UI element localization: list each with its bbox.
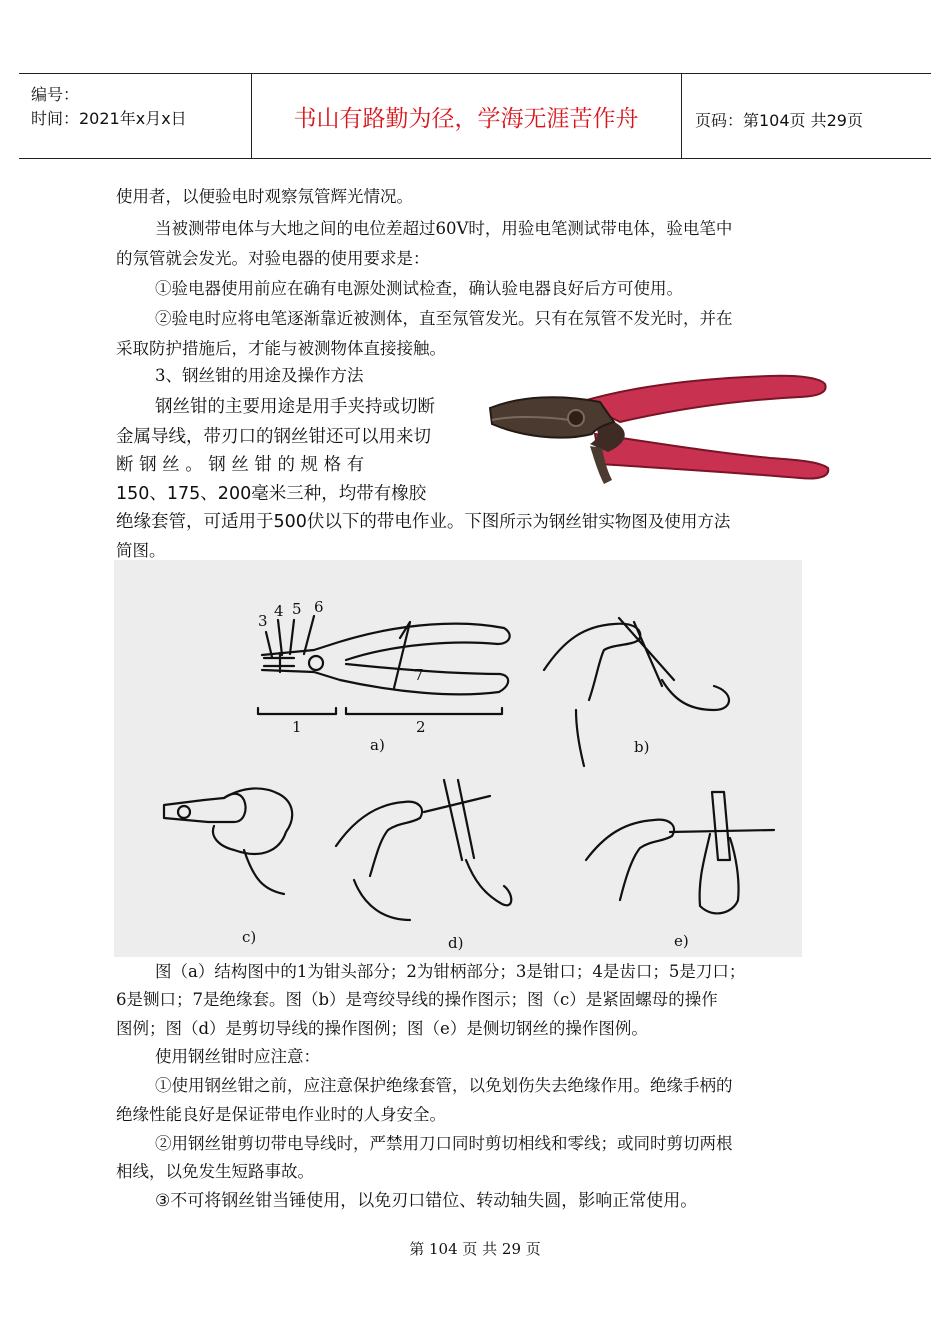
label-a: a) (370, 736, 385, 754)
note-3: ③不可将钢丝钳当锤使用，以免刃口错位、转动轴失圆，影响正常使用。 (155, 1191, 698, 1211)
pliers-line-4: 150、175、200毫米三种，均带有橡胶 (116, 484, 427, 504)
label-e: e) (674, 932, 689, 950)
label-4: 4 (274, 602, 284, 620)
caption-line-2: 6是铡口；7是绝缘套。图（b）是弯绞导线的操作图示；图（c）是紧固螺母的操作 (116, 990, 718, 1009)
pliers-photo (480, 372, 835, 492)
note-1-cont: 绝缘性能良好是保证带电作业时的人身安全。 (116, 1105, 446, 1124)
label-2: 2 (416, 718, 426, 736)
page-footer: 第 104 页 共 29 页 (409, 1240, 541, 1258)
caption-line-3: 图例；图（d）是剪切导线的操作图例；图（e）是侧切钢丝的操作图例。 (116, 1019, 648, 1038)
label-b: b) (634, 738, 650, 756)
label-5: 5 (292, 600, 302, 618)
label-3: 3 (258, 612, 268, 630)
body-line-3: 的氖管就会发光。对验电器的使用要求是： (116, 249, 430, 268)
note-2-cont: 相线，以免发生短路事故。 (116, 1162, 314, 1181)
label-6: 6 (314, 598, 324, 616)
pliers-line-5 (116, 508, 730, 536)
label-7: 7 (414, 666, 424, 684)
pliers-line-1: 钢丝钳的主要用途是用手夹持或切断 (155, 397, 435, 417)
pliers-line-5b: 所示为钢丝钳实物图及使用方法 (499, 512, 731, 531)
motto: 书山有路勤为径，学海无涯苦作舟 (293, 106, 639, 132)
header-motto-cell (251, 74, 682, 158)
time-label: 时间：2021年x月x日 (31, 109, 187, 128)
pliers-line-6: 简图。 (116, 541, 166, 560)
notes-title: 使用钢丝钳时应注意： (155, 1047, 320, 1066)
page-info: 页码：第104页 共29页 (695, 111, 863, 130)
section-title: 3、钢丝钳的用途及操作方法 (155, 366, 364, 385)
caption-line-1: 图（a）结构图中的1为钳头部分；2为钳柄部分；3是钳口；4是齿口；5是刀口； (155, 962, 746, 981)
pliers-usage-diagram (114, 560, 802, 957)
header-page-cell (681, 74, 931, 158)
pliers-line-3: 断 钢 丝 。 钢 丝 钳 的 规 格 有 (116, 455, 365, 475)
page-header (19, 73, 931, 159)
body-line-4: ①验电器使用前应在确有电源处测试检查，确认验电器良好后方可使用。 (155, 279, 683, 298)
body-line-5: ②验电时应将电笔逐渐靠近被测体，直至氖管发光。只有在氖管不发光时，并在 (155, 309, 733, 328)
pliers-line-2: 金属导线，带刃口的钢丝钳还可以用来切 (116, 427, 431, 447)
label-1: 1 (292, 718, 302, 736)
note-1a: ①使用钢丝钳之前， (155, 1076, 304, 1095)
label-c: c) (242, 928, 257, 946)
number-label: 编号： (31, 85, 80, 104)
label-d: d) (448, 934, 464, 952)
note-1 (155, 1072, 733, 1100)
body-line-6: 采取防护措施后，才能与被测物体直接接触。 (116, 339, 446, 358)
note-1b: 应注意保护绝缘套管，以免划伤失去绝缘作用。 (303, 1076, 650, 1095)
body-line-1: 使用者，以便验电时观察氖管辉光情况。 (116, 187, 413, 206)
pliers-line-5a: 绝缘套管，可适用于500伏以下的带电作业。下图 (116, 512, 500, 532)
header-meta-cell (19, 74, 252, 158)
note-1c: 绝缘手柄的 (650, 1076, 733, 1095)
body-line-2: 当被测带电体与大地之间的电位差超过60V时，用验电笔测试带电体，验电笔中 (155, 219, 733, 238)
note-2: ②用钢丝钳剪切带电导线时，严禁用刀口同时剪切相线和零线；或同时剪切两根 (155, 1134, 733, 1153)
